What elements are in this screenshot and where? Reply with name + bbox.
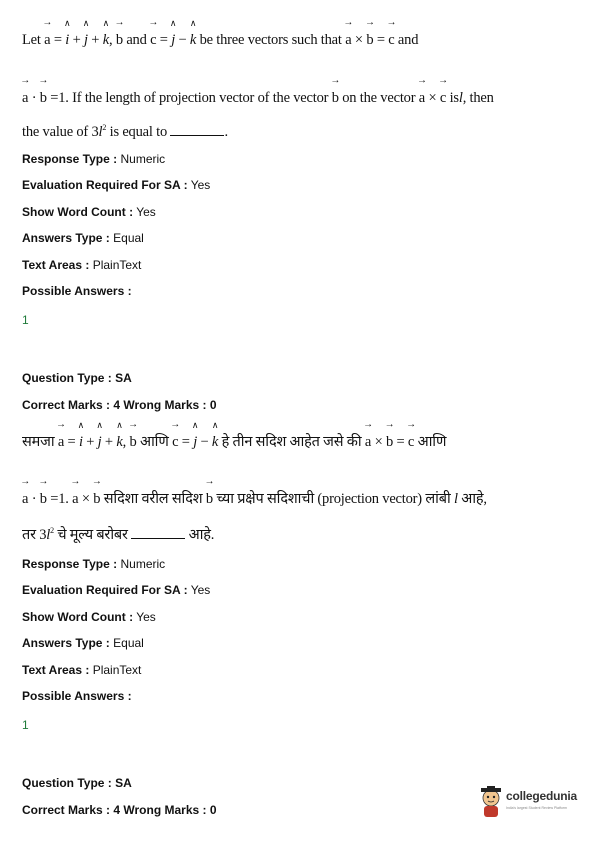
q2-question-type: Question Type : SA — [22, 371, 132, 385]
logo-wordmark: collegedunia — [506, 789, 577, 803]
logo-tagline: India's largest Student Review Platform — [506, 806, 567, 810]
q1-response-type: Response Type : Numeric — [22, 152, 166, 166]
q1-possible-answers: Possible Answers : — [22, 284, 132, 298]
q2-answer-value: 1 — [22, 718, 29, 732]
mascot-icon — [478, 786, 504, 818]
q2-answers-type: Answers Type : Equal — [22, 636, 144, 650]
q1-line-3: the value of $3l^2$ is equal to . — [22, 123, 228, 140]
q2-marks: Correct Marks : 4 Wrong Marks : 0 — [22, 398, 217, 412]
q1-text-areas: Text Areas : PlainText — [22, 258, 142, 272]
q2-line-1: समजा → a = ∧ i + ∧ j + ∧ k, → b आणि → c = ∧ j − ∧ k हे तीन सदिश आहेत जसे की → a × → b = → c आणि — [22, 433, 571, 451]
q1-answer-value: 1 — [22, 313, 29, 327]
q2-response-type: Response Type : Numeric — [22, 557, 166, 571]
q1-line-1: Let → a = ∧ i + ∧ j + ∧ k, → b and → c = ∧ j − ∧ k be three vectors such that → a × → b = → c and — [22, 31, 571, 49]
q1-show-word-count: Show Word Count : Yes — [22, 205, 156, 219]
q3-question-type: Question Type : SA — [22, 776, 132, 790]
collegedunia-logo — [478, 786, 578, 820]
answer-blank — [170, 123, 224, 136]
q2-show-word-count: Show Word Count : Yes — [22, 610, 156, 624]
q2-evaluation-required: Evaluation Required For SA : Yes — [22, 583, 211, 597]
q1-answers-type: Answers Type : Equal — [22, 231, 144, 245]
q3-marks: Correct Marks : 4 Wrong Marks : 0 — [22, 803, 217, 817]
answer-blank — [131, 526, 185, 539]
q1-evaluation-required: Evaluation Required For SA : Yes — [22, 178, 211, 192]
q2-text-areas: Text Areas : PlainText — [22, 663, 142, 677]
q2-line-3: तर $3l^2$ चे मूल्य बरोबर आहे. — [22, 526, 215, 543]
q2-possible-answers: Possible Answers : — [22, 689, 132, 703]
q2-line-2: → a · → b =1. → a × → b सदिशा वरील सदिश → b च्या प्रक्षेप सदिशाची (projection vector) लांबी l आहे, — [22, 490, 571, 508]
q1-line-2: → a · → b =1. If the length of projection vector of the vector → b on the vector → a × → c isl, then — [22, 89, 571, 107]
